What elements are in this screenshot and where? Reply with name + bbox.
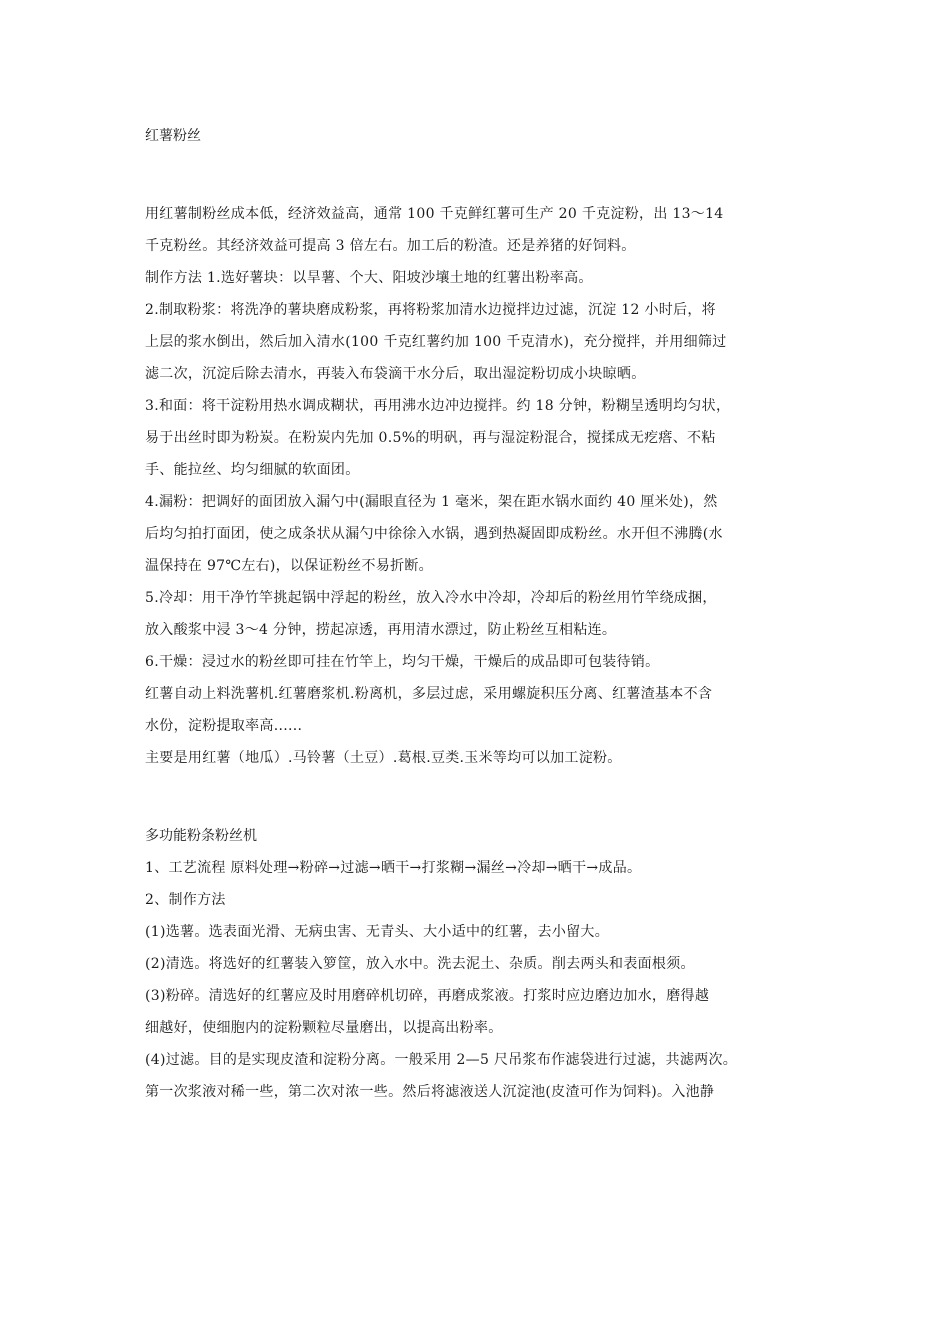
paragraph-line: 2、制作方法: [145, 892, 226, 908]
paragraph-line: (2)清选。将选好的红薯装入箩筐，放入水中。洗去泥土、杂质。削去两头和表面根须。: [145, 956, 695, 972]
spacer: [145, 152, 815, 198]
paragraph-line: 易于出丝时即为粉炭。在粉炭内先加 0.5%的明矾，再与湿淀粉混合，搅揉成无疙瘩、不粘: [145, 430, 716, 446]
paragraph-line: 后均匀拍打面团，使之成条状从漏勺中徐徐入水锅，遇到热凝固即成粉丝。水开但不沸腾(水: [145, 526, 723, 542]
paragraph-line: 4.漏粉：把调好的面团放入漏勺中(漏眼直径为 1 毫米，架在距水锅水面约 40 厘米处)，然: [145, 494, 718, 510]
paragraph-line: 5.冷却：用干净竹竿挑起锅中浮起的粉丝，放入冷水中冷却，冷却后的粉丝用竹竿绕成捆，: [145, 590, 717, 606]
paragraph-line: 3.和面：将干淀粉用热水调成糊状，再用沸水边冲边搅拌。约 18 分钟，粉糊呈透明均匀状，: [145, 398, 731, 414]
paragraph-line: 2.制取粉浆：将洗净的薯块磨成粉浆，再将粉浆加清水边搅拌边过滤，沉淀 12 小时后，将: [145, 302, 716, 318]
paragraph-line: 1、工艺流程 原料处理→粉碎→过滤→晒干→打浆糊→漏丝→冷却→晒干→成品。: [145, 860, 642, 876]
paragraph-line: 手、能拉丝、均匀细腻的软面团。: [145, 462, 360, 478]
paragraph-line: 细越好，使细胞内的淀粉颗粒尽量磨出，以提高出粉率。: [145, 1020, 503, 1036]
section-title-sweet-potato-vermicelli: 红薯粉丝: [145, 128, 201, 144]
paragraph-line: (1)选薯。选表面光滑、无病虫害、无青头、大小适中的红薯，去小留大。: [145, 924, 610, 940]
paragraph-line: 第一次浆液对稀一些，第二次对浓一些。然后将滤液送人沉淀池(皮渣可作为饲料)。入池静: [145, 1084, 715, 1100]
document-body: [145, 120, 815, 1108]
paragraph-line: 千克粉丝。其经济效益可提高 3 倍左右。加工后的粉渣。还是养猪的好饲料。: [145, 238, 636, 254]
paragraph-line: 制作方法 1.选好薯块：以旱薯、个大、阳坡沙壤土地的红薯出粉率高。: [145, 270, 593, 286]
paragraph-line: 水份，淀粉提取率高......: [145, 718, 303, 734]
section-title-multifunction-machine: 多功能粉条粉丝机: [145, 828, 257, 844]
paragraph-line: 用红薯制粉丝成本低，经济效益高，通常 100 千克鲜红薯可生产 20 千克淀粉，出 13～14: [145, 206, 724, 222]
paragraph-line: 滤二次，沉淀后除去清水，再装入布袋滴干水分后，取出湿淀粉切成小块晾晒。: [145, 366, 646, 382]
spacer: [145, 774, 815, 820]
paragraph-line: 放入酸浆中浸 3～4 分钟，捞起凉透，再用清水漂过，防止粉丝互相粘连。: [145, 622, 617, 638]
paragraph-line: 6.干燥：浸过水的粉丝即可挂在竹竿上，均匀干燥，干燥后的成品即可包装待销。: [145, 654, 660, 670]
paragraph-line: (4)过滤。目的是实现皮渣和淀粉分离。一般采用 2—5 尺吊浆布作滤袋进行过滤，共滤两次。: [145, 1052, 738, 1068]
paragraph-line: 主要是用红薯（地瓜）.马铃薯（土豆）.葛根.豆类.玉米等均可以加工淀粉。: [145, 750, 622, 766]
paragraph-line: (3)粉碎。清选好的红薯应及时用磨碎机切碎，再磨成浆液。打浆时应边磨边加水，磨得越: [145, 988, 710, 1004]
paragraph-line: 红薯自动上料洗薯机.红薯磨浆机.粉离机，多层过虑，采用螺旋积压分离、红薯渣基本不含: [145, 686, 713, 702]
paragraph-line: 上层的浆水倒出，然后加入清水(100 千克红薯约加 100 千克清水)，充分搅拌，并用细筛过: [145, 334, 727, 350]
paragraph-line: 温保持在 97℃左右)，以保证粉丝不易折断。: [145, 558, 433, 574]
